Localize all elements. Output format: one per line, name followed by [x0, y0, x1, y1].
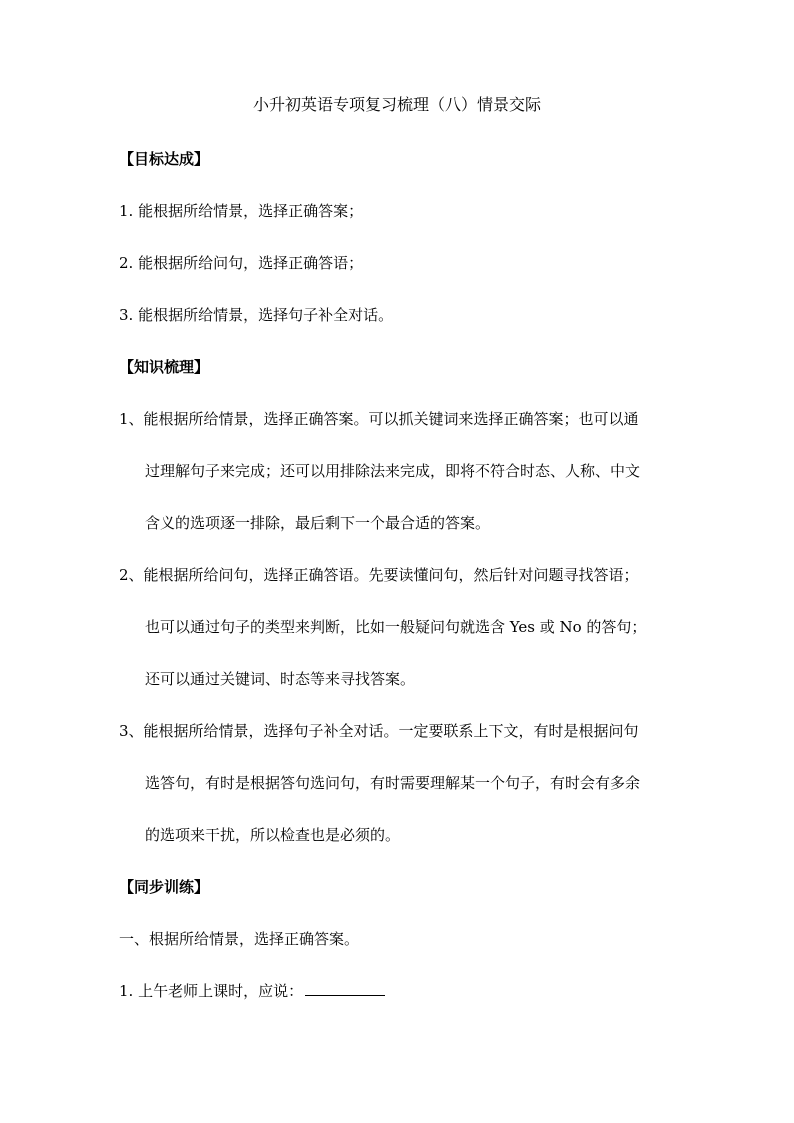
answer-blank [305, 981, 385, 996]
section-heading-knowledge: 【知识梳理】 [119, 358, 210, 376]
section-heading-practice: 【同步训练】 [119, 878, 210, 896]
document-title: 小升初英语专项复习梳理（八）情景交际 [252, 95, 541, 114]
question-1-text: 1. 上午老师上课时，应说： [119, 982, 304, 1000]
knowledge-point-1-line-3: 含义的选项逐一排除，最后剩下一个最合适的答案。 [145, 514, 491, 532]
practice-part-1-instruction: 一、根据所给情景，选择正确答案。 [119, 930, 360, 948]
question-1 [119, 979, 385, 1003]
section-heading-goals: 【目标达成】 [119, 150, 210, 168]
knowledge-point-3-line-1: 3、能根据所给情景，选择句子补全对话。一定要联系上下文，有时是根据问句 [119, 722, 639, 740]
knowledge-point-2-line-3: 还可以通过关键词、时态等来寻找答案。 [145, 670, 416, 688]
goal-item-1: 1. 能根据所给情景，选择正确答案； [119, 202, 364, 220]
knowledge-point-3-line-3: 的选项来干扰，所以检查也是必须的。 [145, 826, 401, 844]
knowledge-point-2-line-2: 也可以通过句子的类型来判断，比如一般疑问句就选含 Yes 或 No 的答句； [145, 618, 647, 636]
goal-item-2: 2. 能根据所给问句，选择正确答语； [119, 254, 364, 272]
knowledge-point-2-line-1: 2、能根据所给问句，选择正确答语。先要读懂问句，然后针对问题寻找答语； [119, 566, 639, 584]
knowledge-point-3-line-2: 选答句，有时是根据答句选问句，有时需要理解某一个句子，有时会有多余 [145, 774, 641, 792]
goal-item-3: 3. 能根据所给情景，选择句子补全对话。 [119, 306, 394, 324]
knowledge-point-1-line-2: 过理解句子来完成；还可以用排除法来完成，即将不符合时态、人称、中文 [145, 462, 641, 480]
knowledge-point-1-line-1: 1、能根据所给情景，选择正确答案。可以抓关键词来选择正确答案；也可以通 [119, 410, 639, 428]
